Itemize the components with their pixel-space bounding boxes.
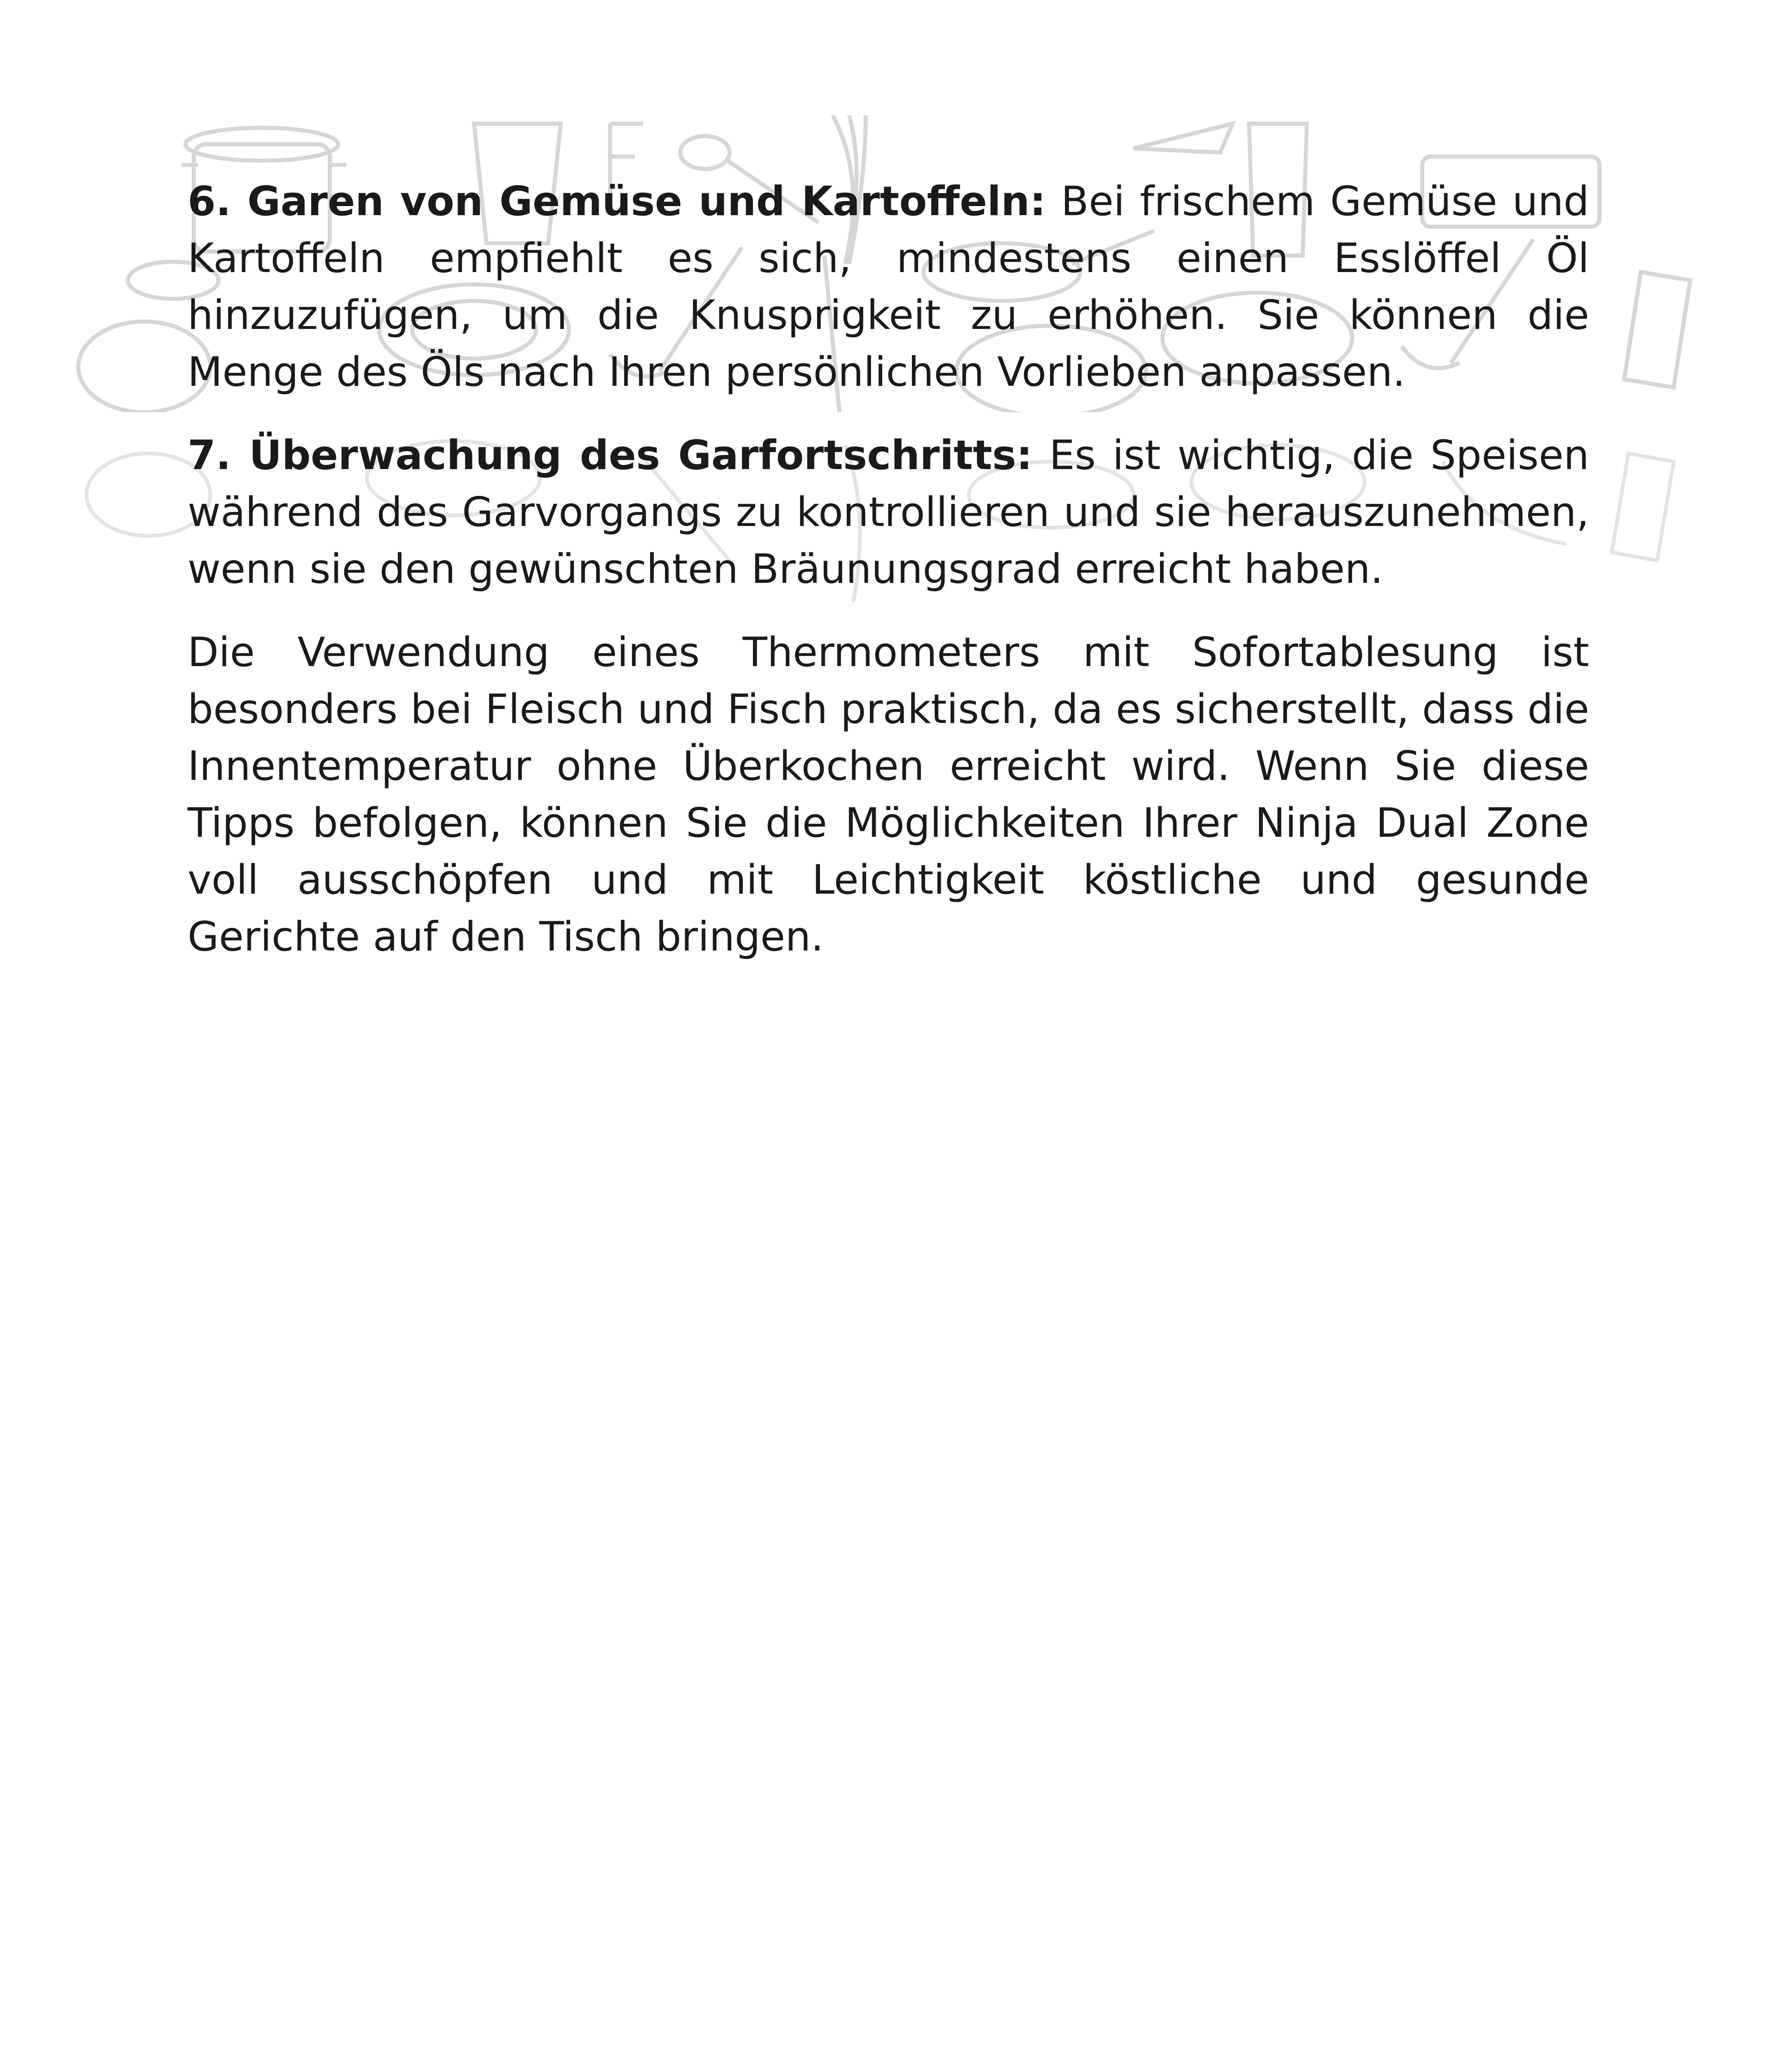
- paragraph-vegetables-potatoes: [188, 173, 1589, 401]
- paragraph-text: Bei frischem Gemüse und Kartoffeln empfiehlt es sich, mindestens einen Esslöffel Öl hinzuzufügen, um die Knusprigkeit zu erhöhen. Sie können die Menge des Öls nach Ihren persönlichen Vorlieben anpassen.: [188, 178, 1589, 396]
- paragraph-thermometer-tips: [188, 624, 1589, 965]
- paragraph-heading: 6. Garen von Gemüse und Kartoffeln:: [188, 178, 1046, 225]
- paragraph-heading: 7. Überwachung des Garfortschritts:: [188, 432, 1033, 479]
- paragraph-text: Es ist wichtig, die Speisen während des Garvorgangs zu kontrollieren und sie herauszunehmen, wenn sie den gewünschten Bräunungsgrad erreicht haben.: [188, 432, 1589, 593]
- paragraph-cooking-progress: [188, 427, 1589, 598]
- document-body: [188, 173, 1589, 992]
- paragraph-text: Die Verwendung eines Thermometers mit Sofortablesung ist besonders bei Fleisch und Fisch praktisch, da es sicherstellt, dass die Innentemperatur ohne Überkochen erreicht wird. Wenn Sie diese Tipps befolgen, können Sie die Möglichkeiten Ihrer Ninja Dual Zone voll ausschöpfen und mit Leichtigkeit köstliche und gesunde Gerichte auf den Tisch bringen.: [188, 629, 1589, 960]
